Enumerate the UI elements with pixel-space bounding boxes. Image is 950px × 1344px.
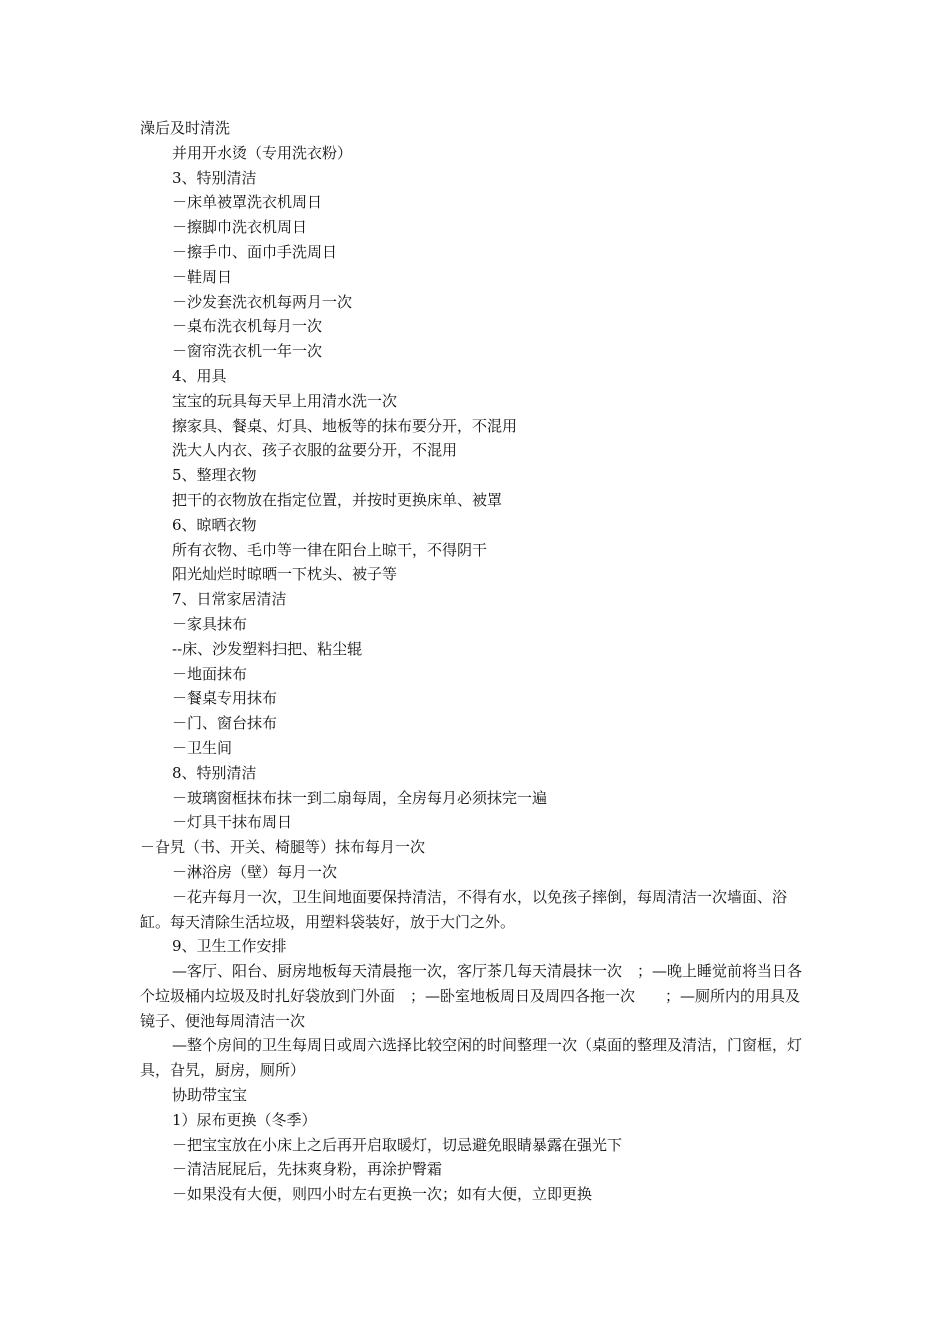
- text-line: －擦手巾、面巾手洗周日: [172, 242, 338, 261]
- text-line: －沙发套洗衣机每两月一次: [172, 292, 353, 311]
- text-line: —整个房间的卫生每周日或周六选择比较空闲的时间整理一次（桌面的整理及清洁，门窗框，灯具，旮旯，厨房，厕所）: [140, 1036, 803, 1080]
- text-line: －旮旯（书、开关、椅腿等）抹布每月一次: [140, 838, 426, 857]
- text-line: －玻璃窗框抹布抹一到二扇每周，全房每月必须抹完一遍: [172, 788, 548, 807]
- text-line: －餐桌专用抹布: [172, 689, 278, 708]
- text-line: －门、窗台抹布: [172, 714, 278, 733]
- text-line: 4、用具: [172, 366, 227, 385]
- text-line: 擦家具、餐桌、灯具、地板等的抹布要分开，不混用: [172, 416, 518, 435]
- text-line: －淋浴房（壁）每月一次: [172, 862, 338, 881]
- text-line: 9、卫生工作安排: [172, 937, 287, 956]
- text-line: 协助带宝宝: [172, 1086, 248, 1105]
- text-line: 3、特别清洁: [172, 168, 257, 187]
- text-line: －花卉每月一次，卫生间地面要保持清洁，不得有水，以免孩子摔倒，每周清洁一次墙面、浴缸。每天清除生活垃圾，用塑料袋装好，放于大门之外。: [140, 887, 788, 931]
- text-line: --床、沙发塑料扫把、粘尘辊: [172, 639, 363, 658]
- text-line: 把干的衣物放在指定位置，并按时更换床单、被罩: [172, 490, 503, 509]
- text-line: 8、特别清洁: [172, 763, 257, 782]
- text-line: 阳光灿烂时晾晒一下枕头、被子等: [172, 565, 398, 584]
- text-line: －把宝宝放在小床上之后再开启取暖灯，切忌避免眼睛暴露在强光下: [172, 1135, 623, 1154]
- text-line: 7、日常家居清洁: [172, 590, 287, 609]
- text-line: －鞋周日: [172, 267, 233, 286]
- text-line: 宝宝的玩具每天早上用清水洗一次: [172, 391, 398, 410]
- text-line: －灯具干抹布周日: [172, 813, 293, 832]
- text-line: 洗大人内衣、孩子衣服的盆要分开，不混用: [172, 441, 458, 460]
- text-line: －桌布洗衣机每月一次: [172, 317, 323, 336]
- text-line: －床单被罩洗衣机周日: [172, 193, 323, 212]
- text-line: 所有衣物、毛巾等一律在阳台上晾干，不得阴干: [172, 540, 488, 559]
- text-line: 1）尿布更换（冬季）: [172, 1110, 317, 1129]
- text-line: —客厅、阳台、厨房地板每天清晨拖一次，客厅茶几每天清晨抹一次 ；—晚上睡觉前将当日各个垃圾桶内垃圾及时扎好袋放到门外面 ；—卧室地板周日及周四各拖一次 ；—厕所内的用具及镜子、便池每周清洁一次: [140, 962, 803, 1030]
- text-line: －如果没有大便，则四小时左右更换一次；如有大便，立即更换: [172, 1185, 593, 1204]
- text-line: －擦脚巾洗衣机周日: [172, 218, 308, 237]
- text-line: －窗帘洗衣机一年一次: [172, 342, 323, 361]
- text-line: 并用开水烫（专用洗衣粉）: [172, 143, 353, 162]
- text-line: 澡后及时清洗: [140, 119, 231, 137]
- text-line: －家具抹布: [172, 614, 248, 633]
- document-body: [140, 116, 812, 1207]
- text-line: 6、晾晒衣物: [172, 515, 257, 534]
- text-line: 5、整理衣物: [172, 466, 257, 485]
- text-line: －卫生间: [172, 738, 233, 757]
- text-line: －地面抹布: [172, 664, 248, 683]
- text-line: －清洁屁屁后，先抹爽身粉，再涂护臀霜: [172, 1160, 443, 1179]
